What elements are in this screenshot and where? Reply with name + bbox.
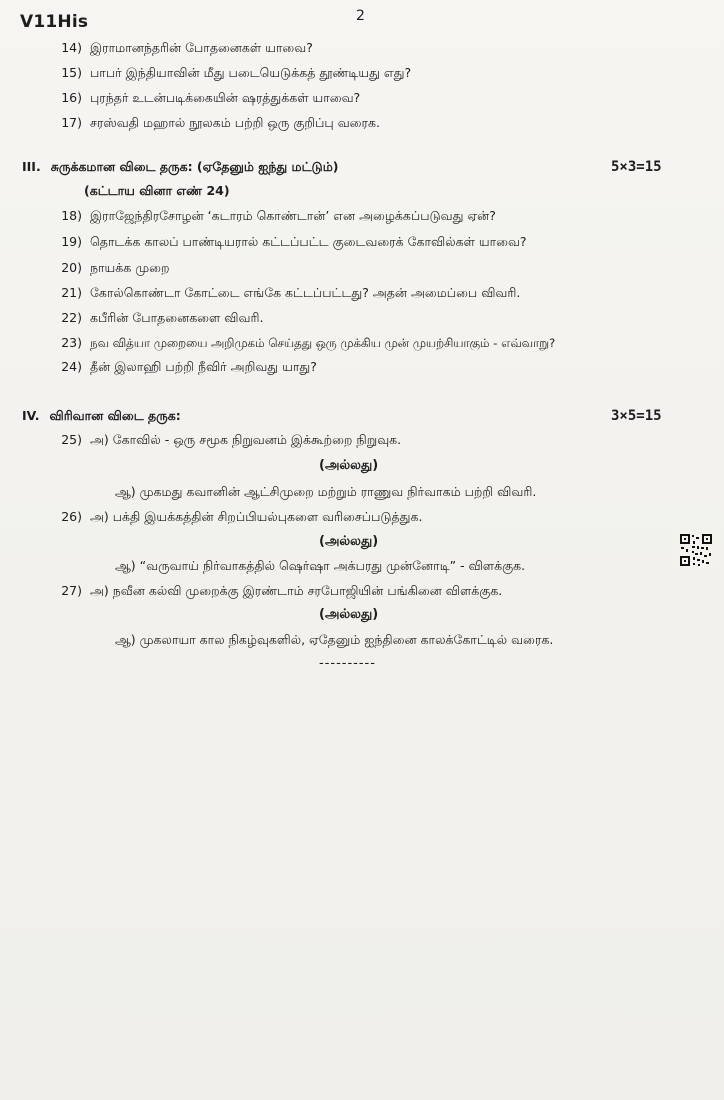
question-row <box>48 208 496 225</box>
question-row <box>48 432 401 449</box>
question-text: புரந்தர் உடன்படிக்கையின் ஷரத்துக்கள் யாவை? <box>90 90 361 105</box>
question-text: தீன் இலாஹி பற்றி நீவிர் அறிவது யாது? <box>90 359 317 374</box>
question-number: 23) <box>61 335 82 350</box>
option-b-text: ஆ) முகமது கவானின் ஆட்சிமுறை மற்றும் ராணுவ நிர்வாகம் பற்றி விவரி. <box>115 484 537 499</box>
question-number: 19) <box>61 234 82 249</box>
section-roman: III. <box>22 159 41 174</box>
question-row <box>48 115 380 132</box>
question-row <box>48 310 263 327</box>
or-label: (அல்லது) <box>319 458 379 473</box>
option-a-text: அ) பக்தி இயக்கத்தின் சிறப்பியல்புகளை வரிசைப்படுத்துக. <box>90 509 423 524</box>
or-label: (அல்லது) <box>319 534 379 549</box>
question-number: 15) <box>61 65 82 80</box>
question-number: 24) <box>61 359 82 374</box>
question-number: 25) <box>61 432 82 447</box>
question-number: 14) <box>61 40 82 55</box>
or-label: (அல்லது) <box>319 607 379 622</box>
question-text: நவ வித்யா முறையை அறிமுகம் செய்தது ஒரு முக்கிய முன் முயற்சியாகும் - எவ்வாறு? <box>90 336 556 350</box>
question-text: கபீரின் போதனைகளை விவரி. <box>90 310 264 325</box>
question-row <box>48 40 313 57</box>
question-row <box>48 509 423 526</box>
section-roman: IV. <box>22 408 40 423</box>
question-text: இராஜேந்திரசோழன் ‘கடாரம் கொண்டான்’ என அழைக்கப்படுவது ஏன்? <box>90 208 496 223</box>
question-number: 20) <box>61 260 82 275</box>
option-a-text: அ) நவீன கல்வி முறைக்கு இரண்டாம் சரபோஜியின் பங்கினை விளக்குக. <box>90 583 503 598</box>
end-marker: ---------- <box>319 656 376 671</box>
section-marks: 5×3=15 <box>611 159 662 175</box>
question-number: 16) <box>61 90 82 105</box>
section-title: சுருக்கமான விடை தருக: (ஏதேனும் ஐந்து மட்டும்) <box>50 159 339 174</box>
section-marks: 3×5=15 <box>611 408 662 424</box>
option-b-text: ஆ) “வருவாய் நிர்வாகத்தில் ஷெர்ஷா அக்பரது முன்னோடி” - விளக்குக. <box>115 558 526 573</box>
option-a-text: அ) கோவில் - ஒரு சமூக நிறுவனம் இக்கூற்றை நிறுவுக. <box>90 432 402 447</box>
question-row <box>48 583 502 600</box>
question-row <box>48 359 317 376</box>
question-number: 21) <box>61 285 82 300</box>
section-heading <box>22 159 338 176</box>
question-text: தொடக்க காலப் பாண்டியரால் கட்டப்பட்ட குடைவரைக் கோவில்கள் யாவை? <box>90 234 527 249</box>
question-text: நாயக்க முறை <box>90 260 170 275</box>
question-text: இராமானந்தரின் போதனைகள் யாவை? <box>90 40 313 55</box>
question-number: 17) <box>61 115 82 130</box>
question-text: சரஸ்வதி மஹால் நூலகம் பற்றி ஒரு குறிப்பு வரைக. <box>90 115 380 130</box>
question-row <box>48 260 169 277</box>
compulsory-note: (கட்டாய வினா எண் 24) <box>84 183 230 198</box>
question-number: 22) <box>61 310 82 325</box>
option-b-text: ஆ) முகலாயா கால நிகழ்வுகளில், ஏதேனும் ஐந்தினை காலக்கோட்டில் வரைக. <box>115 632 554 647</box>
paper-code: V11His <box>20 12 89 32</box>
question-row <box>48 335 555 352</box>
question-row <box>48 285 520 302</box>
question-number: 27) <box>61 583 82 598</box>
question-number: 26) <box>61 509 82 524</box>
section-title: விரிவான விடை தருக: <box>49 408 181 423</box>
question-number: 18) <box>61 208 82 223</box>
question-text: கோல்கொண்டா கோட்டை எங்கே கட்டப்பட்டது? அதன் அமைப்பை விவரி. <box>90 285 521 300</box>
page-number: 2 <box>356 8 365 24</box>
question-row <box>48 234 527 251</box>
section-heading <box>22 408 181 425</box>
question-text: பாபர் இந்தியாவின் மீது படையெடுக்கத் தூண்டியது எது? <box>90 65 412 80</box>
qr-code-icon <box>679 533 713 567</box>
question-row <box>48 90 360 107</box>
question-row <box>48 65 411 82</box>
